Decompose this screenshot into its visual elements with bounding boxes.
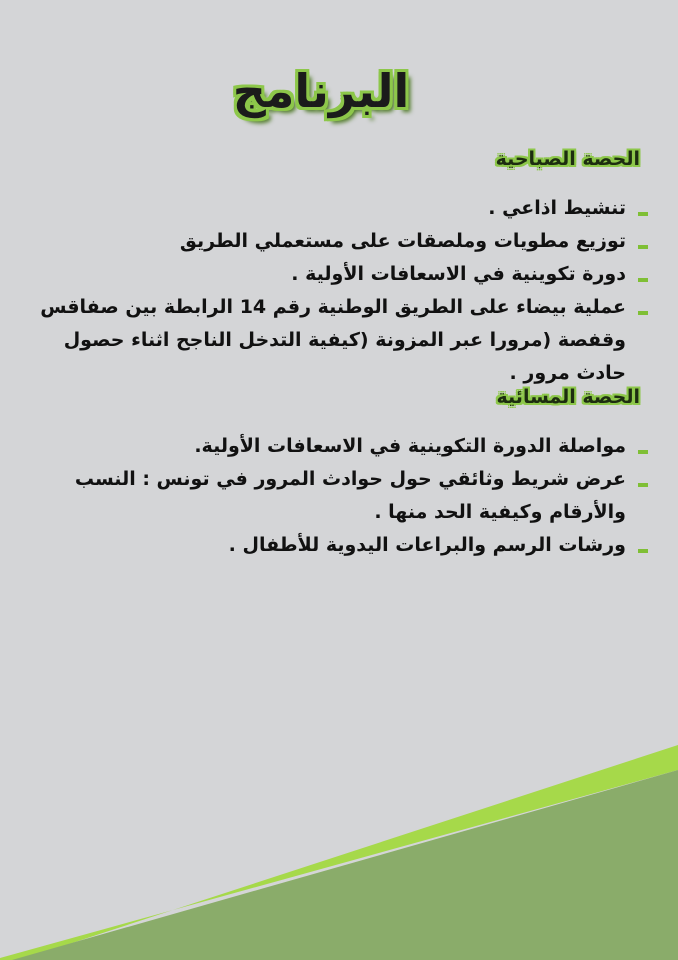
bullet-icon bbox=[638, 245, 648, 249]
bullet-icon bbox=[638, 549, 648, 553]
list-item: ورشات الرسم والبراعات اليدوية للأطفال . bbox=[28, 529, 648, 562]
list-item: تنشيط اذاعي . bbox=[28, 192, 648, 225]
evening-section bbox=[28, 386, 648, 562]
evening-heading: الحصة المسائية bbox=[496, 386, 640, 408]
morning-section bbox=[28, 148, 648, 390]
dark-green-corner bbox=[12, 770, 678, 960]
list-item: توزيع مطويات وملصقات على مستعملي الطريق bbox=[28, 225, 648, 258]
bullet-icon bbox=[638, 212, 648, 216]
page-title: البرنامج bbox=[232, 64, 410, 118]
list-item: دورة تكوينية في الاسعافات الأولية . bbox=[28, 258, 648, 291]
morning-heading: الحصة الصباحية bbox=[495, 148, 640, 170]
evening-list bbox=[28, 430, 648, 562]
list-item: عملية بيضاء على الطريق الوطنية رقم 14 الرابطة بين صفاقس وقفصة (مرورا عبر المزونة (كيفية التدخل الناجح اثناء حصول حادث مرور . bbox=[28, 291, 648, 390]
list-item: مواصلة الدورة التكوينية في الاسعافات الأولية. bbox=[28, 430, 648, 463]
morning-list bbox=[28, 192, 648, 390]
bullet-icon bbox=[638, 278, 648, 282]
bullet-icon bbox=[638, 450, 648, 454]
bullet-icon bbox=[638, 483, 648, 487]
bullet-icon bbox=[638, 311, 648, 315]
list-item: عرض شريط وثائقي حول حوادث المرور في تونس : النسب والأرقام وكيفية الحد منها . bbox=[28, 463, 648, 529]
